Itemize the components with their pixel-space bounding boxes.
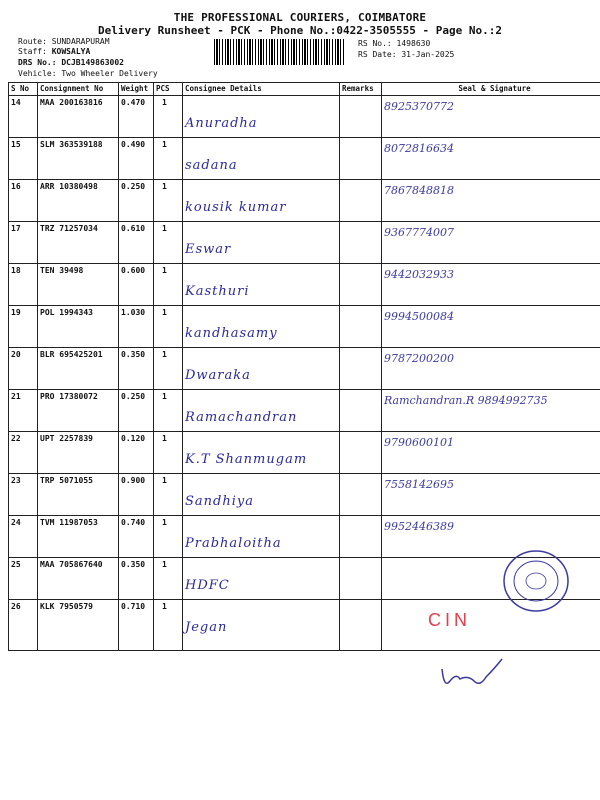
row-weight: 0.250: [119, 390, 154, 432]
row-consignee: [183, 558, 340, 600]
row-remarks: [340, 474, 382, 516]
row-consignee: [183, 390, 340, 432]
row-weight: 0.120: [119, 432, 154, 474]
row-consignee-handwriting: sadana: [185, 158, 238, 173]
row-consignment-no: UPT 2257839: [38, 432, 119, 474]
rs-date-line: [358, 50, 454, 60]
rs-date-label: RS Date:: [358, 50, 397, 59]
row-consignee: [183, 264, 340, 306]
row-consignee: [183, 306, 340, 348]
drs-label: DRS No.:: [18, 58, 57, 67]
row-sno: 20: [9, 348, 38, 390]
row-pcs: 1: [154, 390, 183, 432]
row-consignment-no: TEN 39498: [38, 264, 119, 306]
row-signature: [382, 180, 600, 222]
row-pcs: 1: [154, 432, 183, 474]
row-consignee: [183, 222, 340, 264]
col-pcs: PCS: [154, 83, 183, 96]
row-sno: 26: [9, 600, 38, 651]
table-header-row: [9, 83, 600, 96]
row-consignment-no: TRP 5071055: [38, 474, 119, 516]
route-label: Route:: [18, 37, 47, 46]
row-signature: [382, 306, 600, 348]
row-consignment-no: PRO 17380072: [38, 390, 119, 432]
row-signature: [382, 222, 600, 264]
row-weight: 0.740: [119, 516, 154, 558]
row-weight: 0.350: [119, 348, 154, 390]
row-sno: 22: [9, 432, 38, 474]
staff-value: KOWSALYA: [51, 47, 91, 56]
row-signature-handwriting: 7867848818: [384, 184, 454, 197]
staff-label: Staff:: [18, 47, 47, 56]
row-signature-handwriting: 8072816634: [384, 142, 454, 155]
table-row: [9, 306, 600, 348]
col-weight: Weight: [119, 83, 154, 96]
row-consignee: [183, 474, 340, 516]
red-handwritten-mark: CIN: [428, 610, 471, 630]
row-sno: 15: [9, 138, 38, 180]
row-consignee-handwriting: Jegan: [185, 620, 228, 635]
row-consignee-handwriting: Eswar: [185, 242, 232, 257]
row-consignment-no: KLK 7950579: [38, 600, 119, 651]
route-line: [18, 37, 110, 47]
row-remarks: [340, 306, 382, 348]
row-consignee: [183, 138, 340, 180]
route-value: SUNDARAPURAM: [51, 37, 110, 46]
row-weight: 0.600: [119, 264, 154, 306]
row-weight: 0.470: [119, 96, 154, 138]
row-signature: [382, 138, 600, 180]
row-consignee-handwriting: Prabhaloitha: [185, 536, 282, 551]
table-row: [9, 96, 600, 138]
row-signature: [382, 96, 600, 138]
staff-line: [18, 47, 90, 57]
row-remarks: [340, 516, 382, 558]
row-sno: 17: [9, 222, 38, 264]
row-pcs: 1: [154, 264, 183, 306]
row-pcs: 1: [154, 180, 183, 222]
row-consignee-handwriting: K.T Shanmugam: [185, 452, 308, 467]
row-signature-handwriting: Ramchandran.R 9894992735: [384, 394, 548, 407]
row-signature-handwriting: 9952446389: [384, 520, 454, 533]
rs-no-value: 1498630: [396, 39, 431, 48]
row-weight: 0.490: [119, 138, 154, 180]
row-consignee: [183, 432, 340, 474]
row-consignment-no: BLR 695425201: [38, 348, 119, 390]
table-row: [9, 138, 600, 180]
row-consignee-handwriting: HDFC: [185, 578, 230, 593]
row-consignee-handwriting: kandhasamy: [185, 326, 278, 341]
row-sno: 16: [9, 180, 38, 222]
col-consignee: Consignee Details: [183, 83, 340, 96]
row-consignment-no: MAA 705867640: [38, 558, 119, 600]
row-weight: 1.030: [119, 306, 154, 348]
col-consignment: Consignment No: [38, 83, 119, 96]
row-pcs: 1: [154, 348, 183, 390]
rs-no-label: RS No.:: [358, 39, 392, 48]
row-consignment-no: MAA 200163816: [38, 96, 119, 138]
row-signature-handwriting: 9994500084: [384, 310, 454, 323]
row-weight: 0.710: [119, 600, 154, 651]
table-row: [9, 222, 600, 264]
row-remarks: [340, 348, 382, 390]
table-row: [9, 474, 600, 516]
row-consignee: [183, 348, 340, 390]
row-signature-handwriting: 9442032933: [384, 268, 454, 281]
row-consignee: [183, 600, 340, 651]
row-pcs: 1: [154, 138, 183, 180]
vehicle-value: Two Wheeler Delivery: [61, 69, 158, 78]
row-remarks: [340, 96, 382, 138]
row-consignment-no: TRZ 71257034: [38, 222, 119, 264]
row-signature: [382, 390, 600, 432]
company-name: THE PROFESSIONAL COURIERS, COIMBATORE: [173, 11, 427, 24]
signature-scribble: [438, 655, 508, 695]
rs-date-value: 31-Jan-2025: [401, 50, 455, 59]
row-signature-handwriting: 7558142695: [384, 478, 454, 491]
row-signature: [382, 474, 600, 516]
row-remarks: [340, 222, 382, 264]
row-consignee: [183, 180, 340, 222]
table-row: [9, 432, 600, 474]
row-pcs: 1: [154, 516, 183, 558]
row-sno: 23: [9, 474, 38, 516]
table-row: [9, 264, 600, 306]
row-pcs: 1: [154, 96, 183, 138]
row-pcs: 1: [154, 558, 183, 600]
row-consignment-no: ARR 10380498: [38, 180, 119, 222]
col-signature: Seal & Signature: [382, 83, 600, 96]
row-remarks: [340, 432, 382, 474]
row-weight: 0.610: [119, 222, 154, 264]
row-signature: [382, 264, 600, 306]
row-weight: 0.900: [119, 474, 154, 516]
col-sno: S No: [9, 83, 38, 96]
row-signature-handwriting: 9790600101: [384, 436, 454, 449]
row-signature-handwriting: 9787200200: [384, 352, 454, 365]
row-pcs: 1: [154, 474, 183, 516]
row-pcs: 1: [154, 222, 183, 264]
table-row: [9, 180, 600, 222]
row-sno: 18: [9, 264, 38, 306]
drs-value: DCJB149863002: [61, 58, 124, 67]
row-signature-handwriting: 8925370772: [384, 100, 454, 113]
row-consignee-handwriting: Kasthuri: [185, 284, 250, 299]
runsheet-title: Delivery Runsheet - PCK - Phone No.:0422-3505555 - Page No.:2: [98, 24, 502, 37]
row-consignee-handwriting: Ramachandran: [185, 410, 298, 425]
row-remarks: [340, 390, 382, 432]
seal-stamp: [500, 548, 572, 614]
row-consignment-no: TVM 11987053: [38, 516, 119, 558]
row-consignee-handwriting: Dwaraka: [185, 368, 251, 383]
row-sno: 21: [9, 390, 38, 432]
barcode: [214, 39, 346, 65]
row-weight: 0.350: [119, 558, 154, 600]
row-remarks: [340, 138, 382, 180]
row-remarks: [340, 558, 382, 600]
row-consignee: [183, 96, 340, 138]
table-row: [9, 390, 600, 432]
vehicle-line: [18, 69, 158, 79]
col-remarks: Remarks: [340, 83, 382, 96]
rs-no-line: [358, 39, 430, 49]
table-row: [9, 348, 600, 390]
vehicle-label: Vehicle:: [18, 69, 57, 78]
row-signature: [382, 432, 600, 474]
row-pcs: 1: [154, 306, 183, 348]
row-consignee-handwriting: kousik kumar: [185, 200, 287, 215]
row-sno: 14: [9, 96, 38, 138]
row-sno: 24: [9, 516, 38, 558]
row-sno: 25: [9, 558, 38, 600]
row-pcs: 1: [154, 600, 183, 651]
row-sno: 19: [9, 306, 38, 348]
row-consignee: [183, 516, 340, 558]
drs-line: [18, 58, 124, 68]
row-consignee-handwriting: Sandhiya: [185, 494, 254, 509]
row-consignment-no: SLM 363539188: [38, 138, 119, 180]
row-consignment-no: POL 1994343: [38, 306, 119, 348]
row-signature-handwriting: 9367774007: [384, 226, 454, 239]
row-remarks: [340, 264, 382, 306]
row-consignee-handwriting: Anuradha: [185, 116, 258, 131]
row-remarks: [340, 180, 382, 222]
row-weight: 0.250: [119, 180, 154, 222]
row-signature: [382, 348, 600, 390]
row-remarks: [340, 600, 382, 651]
